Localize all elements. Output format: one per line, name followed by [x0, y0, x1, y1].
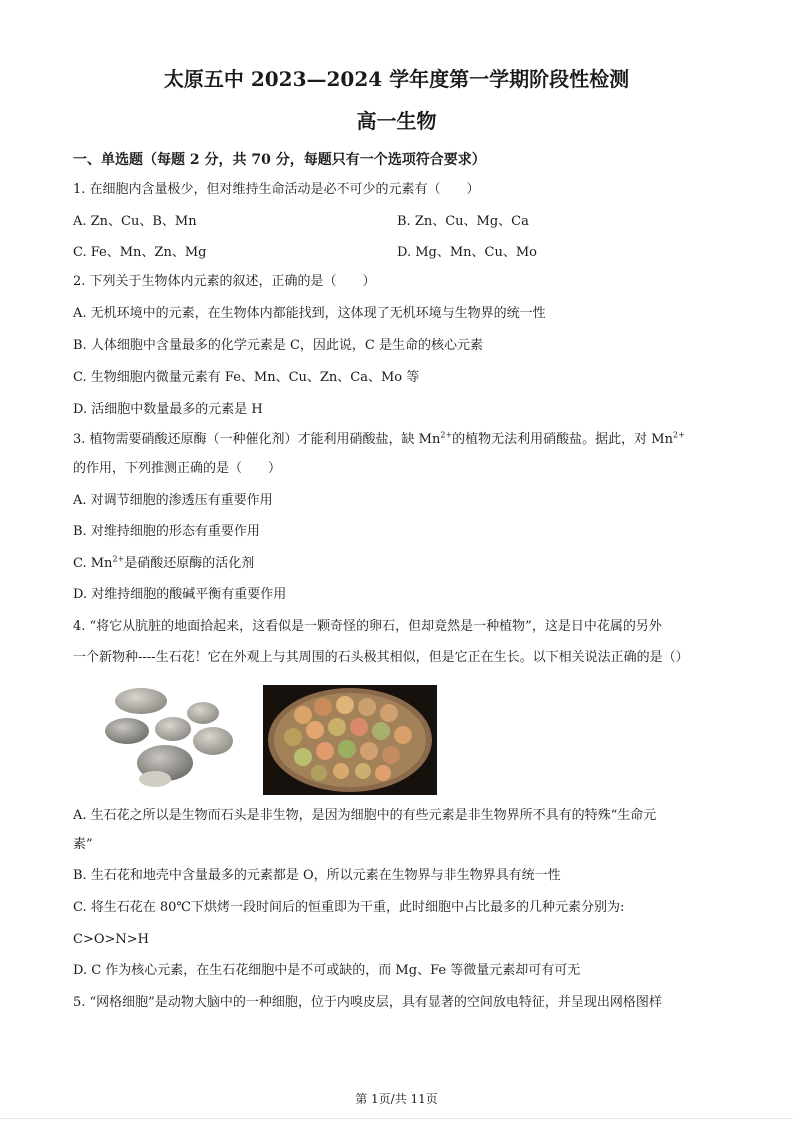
q4-option-b: B. 生石花和地壳中含量最多的元素都是 O，所以元素在生物界与非生物界具有统一性 — [73, 868, 561, 883]
q3-option-b: B. 对维持细胞的形态有重要作用 — [73, 524, 260, 539]
q1-option-b: B. Zn、Cu、Mg、Ca — [397, 214, 529, 229]
page-footer: 第 1页/共 11页 — [355, 1092, 438, 1106]
q3-stem-line2: 的作用，下列推测正确的是（ ） — [73, 461, 282, 476]
q2-option-c: C. 生物细胞内微量元素有 Fe、Mn、Cu、Zn、Ca、Mo 等 — [73, 370, 420, 385]
q3-option-c-pre: C. Mn — [73, 556, 113, 571]
bottom-rule — [0, 1118, 793, 1119]
subject-title: 高一生物 — [356, 109, 437, 133]
q3-superscript-1: 2+ — [440, 430, 453, 440]
q1-option-a: A. Zn、Cu、B、Mn — [73, 214, 197, 229]
lithops-image — [263, 685, 437, 795]
q4-option-c-line1: C. 将生石花在 80℃下烘烤一段时间后的恒重即为干重，此时细胞中占比最多的几种元素分别为: — [73, 900, 625, 915]
q2-option-b: B. 人体细胞中含量最多的化学元素是 C，因此说，C 是生命的核心元素 — [73, 338, 483, 353]
q3-option-c-post: 是硝酸还原酶的活化剂 — [124, 556, 255, 571]
q2-stem: 2. 下列关于生物体内元素的叙述，正确的是（ ） — [73, 274, 376, 289]
q3-stem-line1 — [73, 431, 685, 449]
q1-option-c: C. Fe、Mn、Zn、Mg — [73, 245, 207, 260]
q1-option-d: D. Mg、Mn、Cu、Mo — [397, 245, 537, 260]
section-heading: 一、单选题（每题 2 分，共 70 分，每题只有一个选项符合要求） — [73, 152, 486, 168]
q4-stem-line2: 一个新物种----生石花！它在外观上与其周围的石头极其相似，但是它正在生长。以下相关说法正确的是（） — [73, 650, 689, 665]
q1-stem: 1. 在细胞内含量极少，但对维持生命活动是必不可少的元素有（ ） — [73, 182, 480, 197]
q4-option-c-line2: C>O>N>H — [73, 932, 149, 947]
q3-superscript-3: 2+ — [112, 554, 125, 564]
q4-option-d: D. C 作为核心元素，在生石花细胞中是不可或缺的，而 Mg、Fe 等微量元素却可有可无 — [73, 963, 581, 978]
q4-stem-line1: 4. “将它从肮脏的地面拾起来，这看似是一颗奇怪的卵石，但却竟然是一种植物”，这是日中花属的另外 — [73, 619, 662, 634]
q5-stem-line1: 5. “网格细胞”是动物大脑中的一种细胞，位于内嗅皮层，具有显著的空间放电特征，并呈现出网格图样 — [73, 995, 662, 1010]
q3-superscript-2: 2+ — [672, 430, 685, 440]
stones-image — [103, 683, 235, 795]
q2-option-d: D. 活细胞中数量最多的元素是 H — [73, 402, 263, 417]
q3-option-d: D. 对维持细胞的酸碱平衡有重要作用 — [73, 587, 287, 602]
q4-option-a-line1: A. 生石花之所以是生物而石头是非生物，是因为细胞中的有些元素是非生物界所不具有的特殊“生命元 — [73, 808, 657, 823]
q2-option-a: A. 无机环境中的元素，在生物体内都能找到，这体现了无机环境与生物界的统一性 — [73, 306, 546, 321]
q3-option-c — [73, 555, 254, 573]
q3-option-a: A. 对调节细胞的渗透压有重要作用 — [73, 493, 273, 508]
q4-option-a-line2: 素” — [73, 837, 93, 852]
q3-stem-part2: 的植物无法利用硝酸盐。据此，对 Mn — [452, 432, 673, 447]
exam-title: 太原五中 2023—2024 学年度第一学期阶段性检测 — [163, 67, 630, 91]
q3-stem-part1: 3. 植物需要硝酸还原酶（一种催化剂）才能利用硝酸盐，缺 Mn — [73, 432, 441, 447]
